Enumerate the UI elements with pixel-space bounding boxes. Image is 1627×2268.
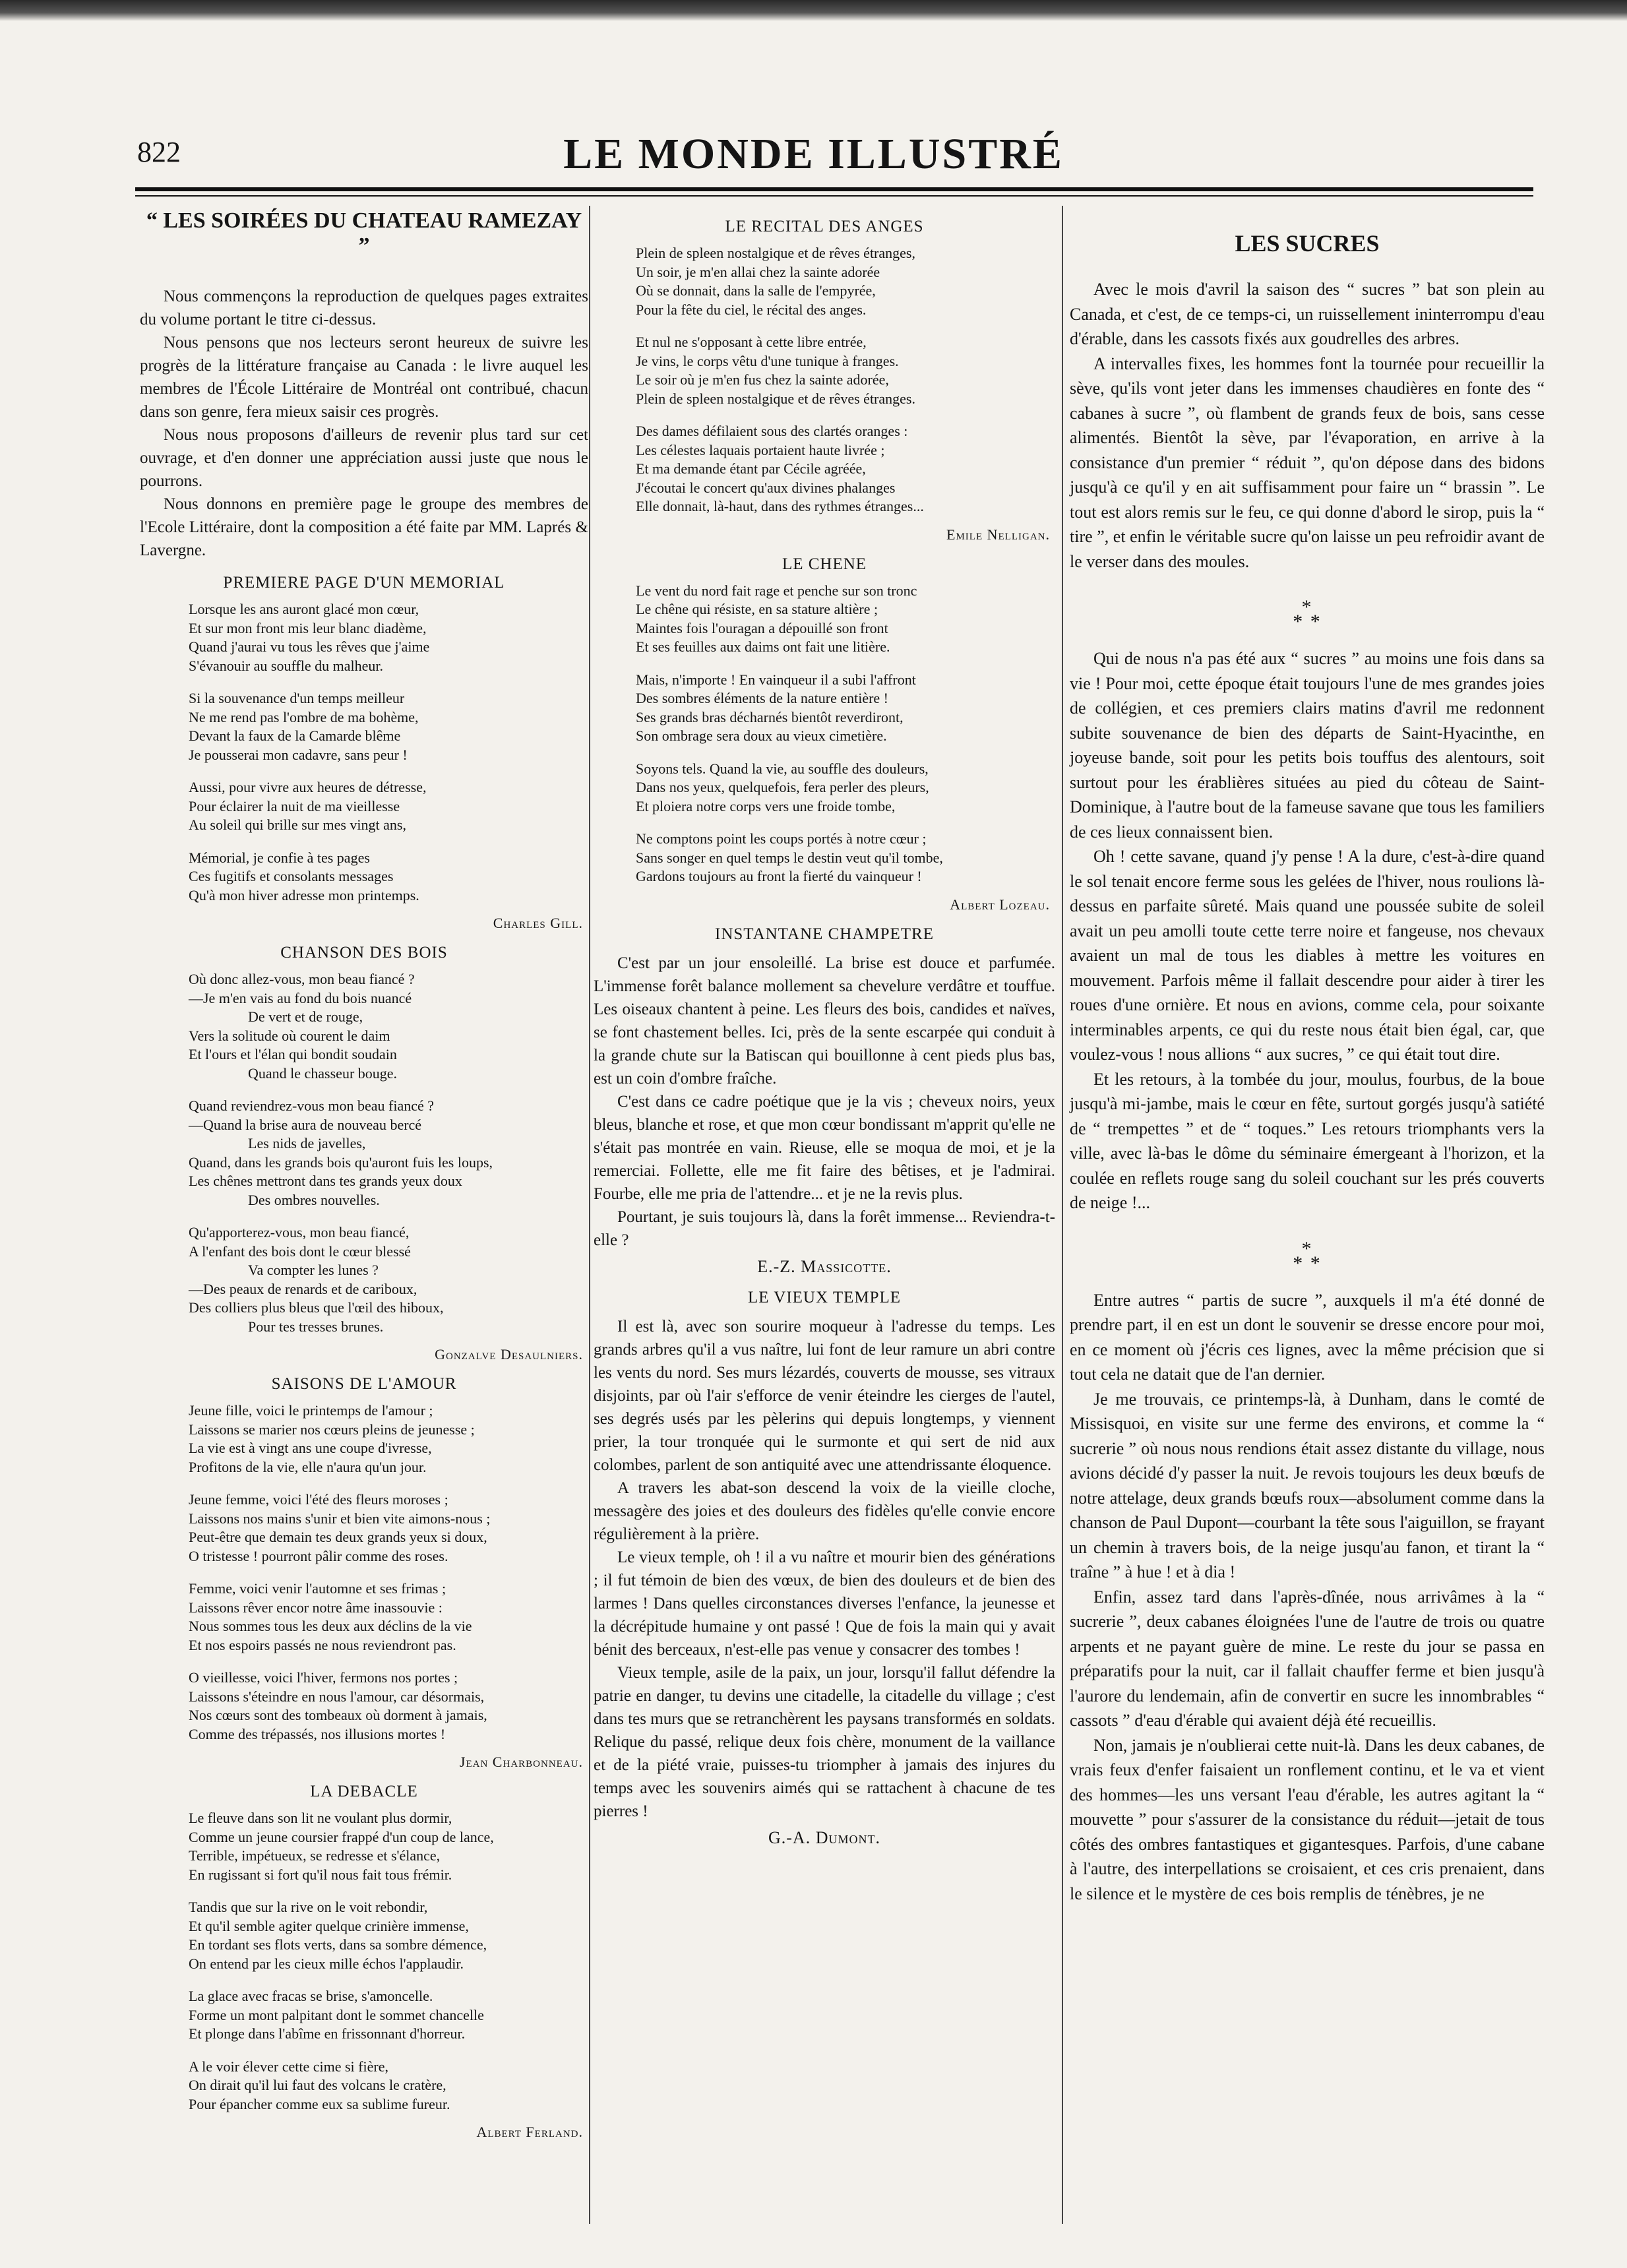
poem-line: Pour la fête du ciel, le récital des anges. [636,301,867,318]
scan-top-edge [0,0,1627,21]
poem-line: Et nos espoirs passés ne nous reviendront pas. [189,1636,456,1653]
poem-line: Qu'apporterez-vous, mon beau fiancé, [189,1224,410,1241]
poem-line: Le vent du nord fait rage et penche sur son tronc [636,582,917,599]
poem-line: A le voir élever cette cime si fière, [189,2058,388,2075]
poem-line: De vert et de rouge, [248,1008,363,1025]
sucres-section-3 [1070,1288,1545,1907]
paragraph: Oh ! cette savane, quand j'y pense ! A la dure, c'est-à-dire quand le sol tenait encore ferme sous les gelées de l'hiver, nous roulions là-dessus en parfaite sûreté. Mais quand une poussée subite de soleil avait un peu amolli toute cette terre noire et fangeuse, nos chevaux avaient un mal de tous les diables à mettre les voitures en mouvement. Parfois même il fallait descendre pour aider à tirer les roues d'une ornière. Et nous en avions, comme cela, pour soixante interminables arpents, ce qui du reste nous était bien égal, car, que voulez-vous ! nous allions “ aux sucres, ” ce qui était tout dire. [1070,847,1545,1064]
paragraph: Je me trouvais, ce printemps-là, à Dunham, dans le comté de Missisquoi, en visite sur une ferme des environs, et comme la “ sucrerie ” où nous nous rendions était assez distante du village, nous avions décidé d'y passer la nuit. Je revois toujours les deux bœufs de notre attelage, deux grands bœufs roux—absolument comme dans la chanson de Paul Dupont—courbant la tête sous l'aiguillon, se frayant un chemin à travers bois, de la neige jusqu'au fanon, et tirant la “ traîne ” à hue ! et à dia ! [1070,1389,1545,1581]
author-signature: Gonzalve Desaulniers. [435,1346,583,1363]
poem-line: Et l'ours et l'élan qui bondit soudain [189,1046,397,1062]
poem-line: Vers la solitude où courent le daim [189,1027,390,1044]
poem-line: Un soir, je m'en allai chez la sainte adorée [636,263,880,280]
stanza [140,778,588,835]
poem-line: En rugissant si fort qu'il nous fait tous frémir. [189,1866,452,1883]
poem-line: O vieillesse, voici l'hiver, fermons nos portes ; [189,1669,458,1686]
paragraph: A intervalles fixes, les hommes font la tournée pour recueillir la sève, qu'ils vont jeter dans les immenses chaudières en fonte des “ cabanes à sucre ”, où flambent de grands feux de bois, sans cesse alimentés. Bientôt la sève, par l'évaporation, en arrive à la consistance d'un premier “ réduit ”, qu'on dépose dans des bidons jusqu'à ce qu'il y en ait suffisamment pour faire un “ brassin ”. Le tout est alors remis sur le feu, ce qui donne d'abord le sirop, puis la “ tire ”, et enfin le véritable sucre qu'on laisse un peu refroidir avant de le verser dans des moules. [1070,353,1545,571]
poem-line: Les célestes laquais portaient haute livrée ; [636,441,885,458]
poem-line: Et nul ne s'opposant à cette libre entrée, [636,334,867,350]
page-number: 822 [137,136,181,168]
poem-title: SAISONS DE L'AMOUR [271,1375,457,1393]
stanza [140,970,588,1083]
poem-line: Le chêne qui résiste, en sa stature altière ; [636,601,878,617]
paragraph: Non, jamais je n'oublierai cette nuit-là. Dans les deux cabanes, de vrais feux d'enfer faisaient un ronflement continu, et le va et vient des hommes—les uns versant l'eau d'érable, les autres agitant la “ mouvette ” pour s'assurer de la consistance du réduit—jetait de tous côtés des ombres fantastiques et gigantesques. Parfois, d'une cabane à l'autre, des interpellations se croisaient, et ces cris prenaient, dans le silence et le mystère de ces bois remplis de ténèbres, je ne [1070,1735,1545,1903]
paragraph: Qui de nous n'a pas été aux “ sucres ” au moins une fois dans sa vie ! Pour moi, cette époque était toujours l'une de mes grandes joies de collégien, et ces premiers clairs matins d'avril me redonnent subite souvenance de bien des départs de Saint-Hyacinthe, en joyeuse bande, soit pour les petits bois touffus des alentours, soit surtout pour les érablières situées au pied du côteau de Saint-Dominique, à l'autre bout de la fameuse savane que tous les familiers de ces lieux connaissent bien. [1070,649,1545,842]
stanza [594,582,1055,657]
poem-line: Où se donnait, dans la salle de l'empyrée, [636,282,876,299]
poem-line: Qu'à mon hiver adresse mon printemps. [189,886,419,904]
paragraph: Pourtant, je suis toujours là, dans la forêt immense... Reviendra-t-elle ? [594,1208,1055,1249]
stanza [594,671,1055,746]
author-signature: Albert Ferland. [476,2124,583,2140]
poem-line: Et plonge dans l'abîme en frissonnant d'horreur. [189,2025,466,2042]
stanza [594,830,1055,886]
poem-line: Les chênes mettront dans tes grands yeux doux [189,1173,462,1189]
poem-line: Sans songer en quel temps le destin veut qu'il tombe, [636,849,943,866]
poem-line: Forme un mont palpitant dont le sommet chancelle [189,2006,484,2023]
poem-line: A l'enfant des bois dont le cœur blessé [189,1242,411,1260]
paragraph: Avec le mois d'avril la saison des “ sucres ” bat son plein au Canada, et c'est, de ce temps-ci, un ruissellement ininterrompu d'eau d'érable, dans les cassots fixés aux goudrelles des arbres. [1070,280,1545,348]
poem-line: Au soleil qui brille sur mes vingt ans, [189,816,406,833]
stanza [594,760,1055,816]
paragraph: Nous pensons que nos lecteurs seront heureux de suivre les progrès de la littérature française au Canada : le livre auquel les membres de l'École Littéraire de Montréal ont contribué, chacun dans son genre, fera mieux saisir ces progrès. [140,334,588,421]
poem-line: Dans nos yeux, quelquefois, fera perler des pleurs, [636,779,929,795]
paragraph: Nous commençons la reproduction de quelques pages extraites du volume portant le titre ci-dessus. [140,288,588,328]
poem-line: La vie est à vingt ans une coupe d'ivresse, [189,1440,432,1456]
poem-body [594,244,1055,516]
poem-title: LA DEBACLE [310,1783,418,1800]
stanza [594,333,1055,408]
poem-line: —Des peaux de renards et de cariboux, [189,1280,417,1297]
poem-line: Tandis que sur la rive on le voit rebondir, [189,1899,428,1915]
poem-line: Quand, dans les grands bois qu'auront fuis les loups, [189,1153,493,1171]
stanza [140,2058,588,2114]
stanza [140,600,588,675]
paragraph: Nous nous proposons d'ailleurs de revenir plus tard sur cet ouvrage, et d'en donner une appréciation aussi juste que nous le pourrons. [140,426,588,490]
stanza [594,422,1055,516]
poem-line: O tristesse ! pourront pâlir comme des roses. [189,1547,448,1564]
poem-line: En tordant ses flots verts, dans sa sombre démence, [189,1936,487,1953]
poem-line: Nos cœurs sont des tombeaux où dorment à jamais, [189,1707,487,1723]
stanza [140,1401,588,1477]
poem-line: Plein de spleen nostalgique et de rêves étranges. [636,390,915,407]
paragraph: Il est là, avec son sourire moqueur à l'adresse du temps. Les grands arbres qu'il a vus naître, lui font de leur ramure un abri contre les vents du nord. Ses murs lézardés, couverts de mousse, ses vitraux disjoints, par où l'air s'efforce de venir éteindre les cierges de l'autel, ses degrés usés par les pèlerins qui depuis longtemps, y viennent prier, la tour tronquée qui le surmonte et qui sert de nid aux colombes, parlent de son antiquité avec une attendrissante éloquence. [594,1317,1055,1474]
poem-line: Plein de spleen nostalgique et de rêves étranges, [636,245,915,261]
poem-line: Elle donnait, là-haut, dans des rythmes étranges... [636,498,924,514]
paragraph: Le vieux temple, oh ! il a vu naître et mourir bien des générations ; il fut témoin de bien des vœux, de bien des douleurs et de bien des larmes ! Dans quelles circonstances diverses l'enfance, la jeunesse et la décrépitude humaine y ont passé ! Que de fois la main qui y avait bénit des berceaux, n'est-elle pas venue y consacrer des tombes ! [594,1548,1055,1659]
poem-line: Nous sommes tous les deux aux déclins de la vie [189,1618,472,1634]
paragraph: Enfin, assez tard dans l'après-dînée, nous arrivâmes à la “ sucrerie ”, deux cabanes éloignées l'une de l'autre de trois ou quatre arpents et ne payant guère de mine. Le reste du jour se passa en préparatifs pour la nuit, car il fallait chauffer ferme et bien jusqu'à l'aurore du lendemain, afin de convertir en sucre les innombrables “ cassots ” d'eau d'érable qui avaient déjà été recueillis. [1070,1587,1545,1730]
poem-line: Pour épancher comme eux sa sublime fureur. [189,2095,450,2112]
masthead-title: LE MONDE ILLUSTRÉ [563,130,1064,178]
header-rule-thin [135,195,1533,197]
poem-line: Jeune femme, voici l'été des fleurs moroses ; [189,1491,448,1508]
poem-line: Des sombres éléments de la nature entière ! [636,690,889,706]
poem-title: LE RECITAL DES ANGES [725,218,924,235]
column-2 [594,206,1055,1857]
poem-line: —Quand la brise aura de nouveau bercé [189,1116,422,1133]
poem-line: On dirait qu'il lui faut des volcans le cratère, [189,2077,446,2093]
poem-line: Laissons s'éteindre en nous l'amour, car désormais, [189,1688,485,1705]
poem-body [140,1809,588,2114]
author-signature: Jean Charbonneau. [459,1754,583,1770]
poem-line: Jeune fille, voici le printemps de l'amour ; [189,1402,433,1419]
author-signature: G.-A. Dumont. [768,1827,880,1847]
poem-line: Devant la faux de la Camarde blême [189,727,401,744]
stanza [140,1097,588,1210]
poem-body [594,582,1055,886]
poem-line: Son ombrage sera doux au vieux cimetière. [636,727,887,744]
poem-line: Mémorial, je confie à tes pages [189,849,370,866]
paragraph: C'est par un jour ensoleillé. La brise est douce et parfumée. L'immense forêt balance mollement sa chevelure verdâtre et touffue. Les oiseaux chantent à peine. Les fleurs des bois, candides et naïves, se font chastement belles. Ici, près de la sente escarpée qui conduit à la grande chute sur la Batiscan qui bouillonne à cent pieds plus bas, est un coin d'ombre fraîche. [594,954,1055,1088]
poem-line: —Je m'en vais au fond du bois nuancé [189,989,412,1006]
poem-line: S'évanouir au souffle du malheur. [189,657,383,674]
poem-line: Terrible, impétueux, se redresse et s'élance, [189,1847,441,1864]
poem-line: Et ma demande étant par Cécile agréée, [636,460,866,477]
poem-body [140,970,588,1336]
sucres-section-1 [1070,277,1545,574]
stanza [140,1809,588,1884]
stanza [140,1579,588,1655]
stanza [140,1669,588,1744]
poem-list-col1 [140,574,588,2141]
section-title-temple: LE VIEUX TEMPLE [747,1288,902,1306]
poem-line: Aussi, pour vivre aux heures de détresse, [189,779,427,795]
author-signature: Emile Nelligan. [946,526,1050,543]
stanza [594,244,1055,319]
paragraph: Nous donnons en première page le groupe des membres de l'Ecole Littéraire, dont la composition a été faite par MM. Laprés & Lavergne. [140,495,588,559]
poem-title: LE CHENE [782,555,867,573]
poem-line: Mais, n'importe ! En vainqueur il a subi l'affront [636,671,916,688]
poem-line: Le soir où je m'en fus chez la sainte adorée, [636,371,889,388]
article-intro [140,285,588,562]
poem-title: PREMIERE PAGE D'UN MEMORIAL [223,574,505,592]
poem-line: Des colliers plus bleus que l'œil des hiboux, [189,1299,444,1316]
poem-line: Et ses feuilles aux daims ont fait une litière. [636,638,890,655]
poem-body [140,1401,588,1744]
author-signature: Albert Lozeau. [950,896,1050,913]
author-signature: Charles Gill. [493,915,583,931]
paragraph: Vieux temple, asile de la paix, un jour, lorsqu'il fallut défendre la patrie en danger, tu devins une citadelle, la citadelle du village ; c'est dans tes murs que se retranchèrent les paysans transformés en soldats. Relique du passé, relique deux fois chère, monument de la vaillance et de la piété vraie, puisses-tu triompher à jamais des injures du temps avec les souvenirs aimés qui se rattachent à chacune de tes pierres ! [594,1663,1055,1820]
poem-line: Je pousserai mon cadavre, sans peur ! [189,746,408,763]
poem-line: Soyons tels. Quand la vie, au souffle des douleurs, [636,760,929,777]
column-3 [1070,206,1545,1906]
poem-line: Maintes fois l'ouragan a dépouillé son front [636,619,888,636]
poem-line: Quand le chasseur bouge. [248,1064,398,1082]
poem-line: Et ploiera notre corps vers une froide tombe, [636,797,896,814]
sucres-section-2 [1070,646,1545,1215]
instantane-text [594,952,1055,1252]
poem-list-col2 [594,218,1055,913]
poem-line: Où donc allez-vous, mon beau fiancé ? [189,971,415,987]
stanza [140,1223,588,1336]
poem-title: CHANSON DES BOIS [280,944,448,962]
stanza [140,1490,588,1566]
poem-line: Femme, voici venir l'automne et ses frimas ; [189,1580,446,1597]
poem-line: Peut-être que demain tes deux grands yeux si doux, [189,1529,487,1545]
column-divider-2 [1062,206,1063,2224]
poem-line: Des dames défilaient sous des clartés oranges : [636,423,908,439]
stanza [140,1898,588,1973]
poem-line: J'écoutai le concert qu'aux divines phalanges [636,479,896,496]
paragraph: A travers les abat-son descend la voix de la vieille cloche, messagère des joies et des douleurs des fidèles qu'elle convie encore régulièrement à la prière. [594,1479,1055,1543]
paragraph: Entre autres “ partis de sucre ”, auxquels il m'a été donné de prendre part, il en est un dont le souvenir se dresse encore pour moi, en ce moment où j'écris ces lignes, avec la même précision que si tout cela ne datait que de l'an dernier. [1070,1290,1545,1384]
poem-line: Laissons nos mains s'unir et bien vite aimons-nous ; [189,1510,491,1527]
paragraph: C'est dans ce cadre poétique que je la vis ; cheveux noirs, yeux bleus, blanche et rose, et que mon cœur bondissant m'apprit qu'elle ne s'était pas montrée en vain. Rieuse, elle se moqua de moi, et je la remerciai. Follette, elle me fit faire des bêtises, et je l'admirai. Fourbe, elle me pria de l'attendre... et je ne la revis plus. [594,1092,1055,1203]
article-headline-soirees: “ LES SOIRÉES DU CHATEAU RAMEZAY ” [146,208,582,258]
section-title-instantane: INSTANTANE CHAMPETRE [715,925,934,943]
poem-line: Comme un jeune coursier frappé d'un coup de lance, [189,1828,494,1845]
section-separator: * * * [1293,1237,1322,1274]
poem-line: Ces fugitifs et consolants messages [189,868,394,884]
poem-line: Va compter les lunes ? [248,1262,379,1278]
poem-line: La glace avec fracas se brise, s'amoncelle. [189,1988,433,2004]
stanza [140,689,588,764]
paragraph: Et les retours, à la tombée du jour, moulus, fourbus, de la boue jusqu'à mi-jambe, mais le cœur en fête, surtout gorgés jusqu'à satiété de “ trempettes ” et de “ toques.” Les retours triomphants vers la ville, avec là-bas le dôme du séminaire émergeant à l'horizon, et la coulée en reflets rouge sang du soleil couchant sur les prés couverts de neige !... [1070,1069,1545,1212]
poem-line: Quand j'aurai vu tous les rêves que j'aime [189,638,430,655]
article-headline-sucres: LES SUCRES [1235,230,1380,257]
poem-line: Comme des trépassés, nos illusions mortes ! [189,1725,446,1742]
column-1 [140,206,588,2153]
poem-line: Lorsque les ans auront glacé mon cœur, [189,601,419,617]
stanza [140,1987,588,2044]
poem-line: Laissons rêver encor notre âme inassouvie : [189,1599,443,1616]
poem-line: Les nids de javelles, [248,1135,366,1151]
stanza [140,849,588,905]
poem-line: Ne me rend pas l'ombre de ma bohème, [189,708,419,725]
poem-line: Gardons toujours au front la fierté du vainqueur ! [636,868,922,884]
poem-line: Quand reviendrez-vous mon beau fiancé ? [189,1097,435,1114]
poem-line: Laissons se marier nos cœurs pleins de jeunesse ; [189,1421,475,1438]
poem-line: Je vins, le corps vêtu d'une tunique à franges. [636,352,899,369]
author-signature: E.-Z. Massicotte. [757,1256,892,1276]
poem-line: Le fleuve dans son lit ne voulant plus dormir, [189,1810,452,1826]
poem-line: On entend par les cieux mille échos l'applaudir. [189,1955,464,1972]
section-separator: * * * [1293,596,1322,632]
poem-body [140,600,588,905]
poem-line: Profitons de la vie, elle n'aura qu'un jour. [189,1458,427,1475]
column-divider-1 [589,206,590,2224]
poem-line: Ne comptons point les coups portés à notre cœur ; [636,830,927,847]
poem-line: Et qu'il semble agiter quelque crinière immense, [189,1917,469,1934]
poem-line: Pour éclairer la nuit de ma vieillesse [189,797,400,814]
poem-line: Des ombres nouvelles. [248,1191,380,1208]
poem-line: Ses grands bras décharnés bientôt reverdiront, [636,708,904,725]
temple-text [594,1315,1055,1823]
poem-line: Pour tes tresses brunes. [248,1318,384,1335]
header-rule-thick [135,187,1533,191]
poem-line: Et sur mon front mis leur blanc diadème, [189,619,427,636]
poem-line: Si la souvenance d'un temps meilleur [189,690,405,706]
